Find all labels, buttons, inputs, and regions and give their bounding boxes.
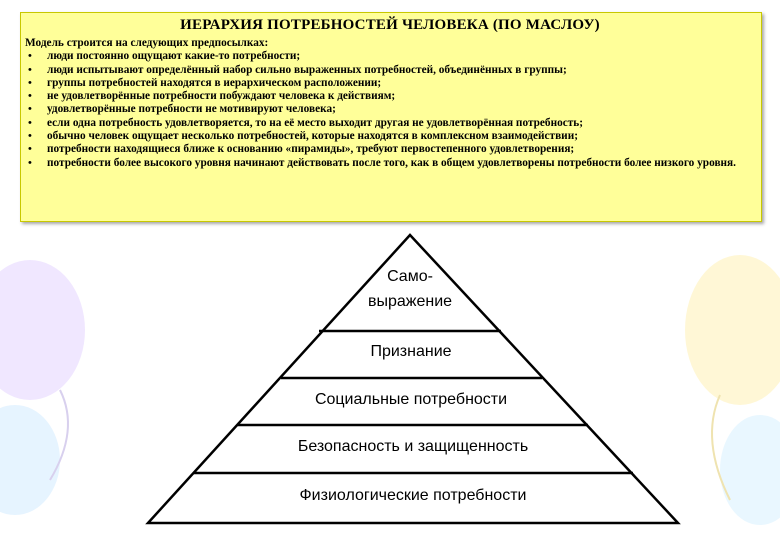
list-item: • не удовлетворённые потребности побуждают человека к действиям; <box>28 90 396 103</box>
page-title: ИЕРАРХИЯ ПОТРЕБНОСТЕЙ ЧЕЛОВЕКА (ПО МАСЛОУ) <box>180 17 600 33</box>
list-item: • если одна потребность удовлетворяется, то на её место выходит другая не удовлетворённая потребность; <box>28 116 584 129</box>
list-item: • группы потребностей находятся в иерархическом расположении; <box>28 76 382 89</box>
bullet-icon: • <box>28 63 32 76</box>
pyramid-level-safety: Безопасность и защищенность <box>297 438 529 455</box>
bullet-icon: • <box>28 103 32 116</box>
pyramid-level-physiological: Физиологические потребности <box>299 487 527 504</box>
list-item: • обычно человек ощущает несколько потребностей, которые находятся в комплексном взаимодействии; <box>28 130 578 143</box>
bullet-icon: • <box>28 116 32 129</box>
bullet-icon: • <box>28 76 32 89</box>
list-item: • люди испытывают определённый набор сильно выраженных потребностей, объединённых в группы; <box>28 63 567 76</box>
bullet-icon: • <box>28 156 32 169</box>
pyramid-level-self-expression-line1: Само- <box>387 268 433 285</box>
pyramid-level-self-expression-line2: выражение <box>367 293 453 310</box>
premise-text: Модель строится на следующих предпосылках: <box>25 37 269 49</box>
list-item: • удовлетворённые потребности не мотивируют человека; <box>28 103 336 116</box>
list-item: • люди постоянно ощущают какие-то потребности; <box>28 50 301 63</box>
bullet-icon: • <box>28 90 32 103</box>
pyramid-level-recognition: Признание <box>370 343 452 360</box>
list-item: • потребности находящиеся ближе к основанию «пирамиды», требуют первостепенного удовлетворения; <box>28 143 575 156</box>
pyramid-level-social: Социальные потребности <box>314 391 508 408</box>
bullet-icon: • <box>28 143 32 156</box>
bullet-icon: • <box>28 50 32 63</box>
bullet-icon: • <box>28 130 32 143</box>
list-item: • потребности более высокого уровня начинают действовать после того, как в общем удовлетворены потребности более низкого уровня. <box>28 156 736 169</box>
